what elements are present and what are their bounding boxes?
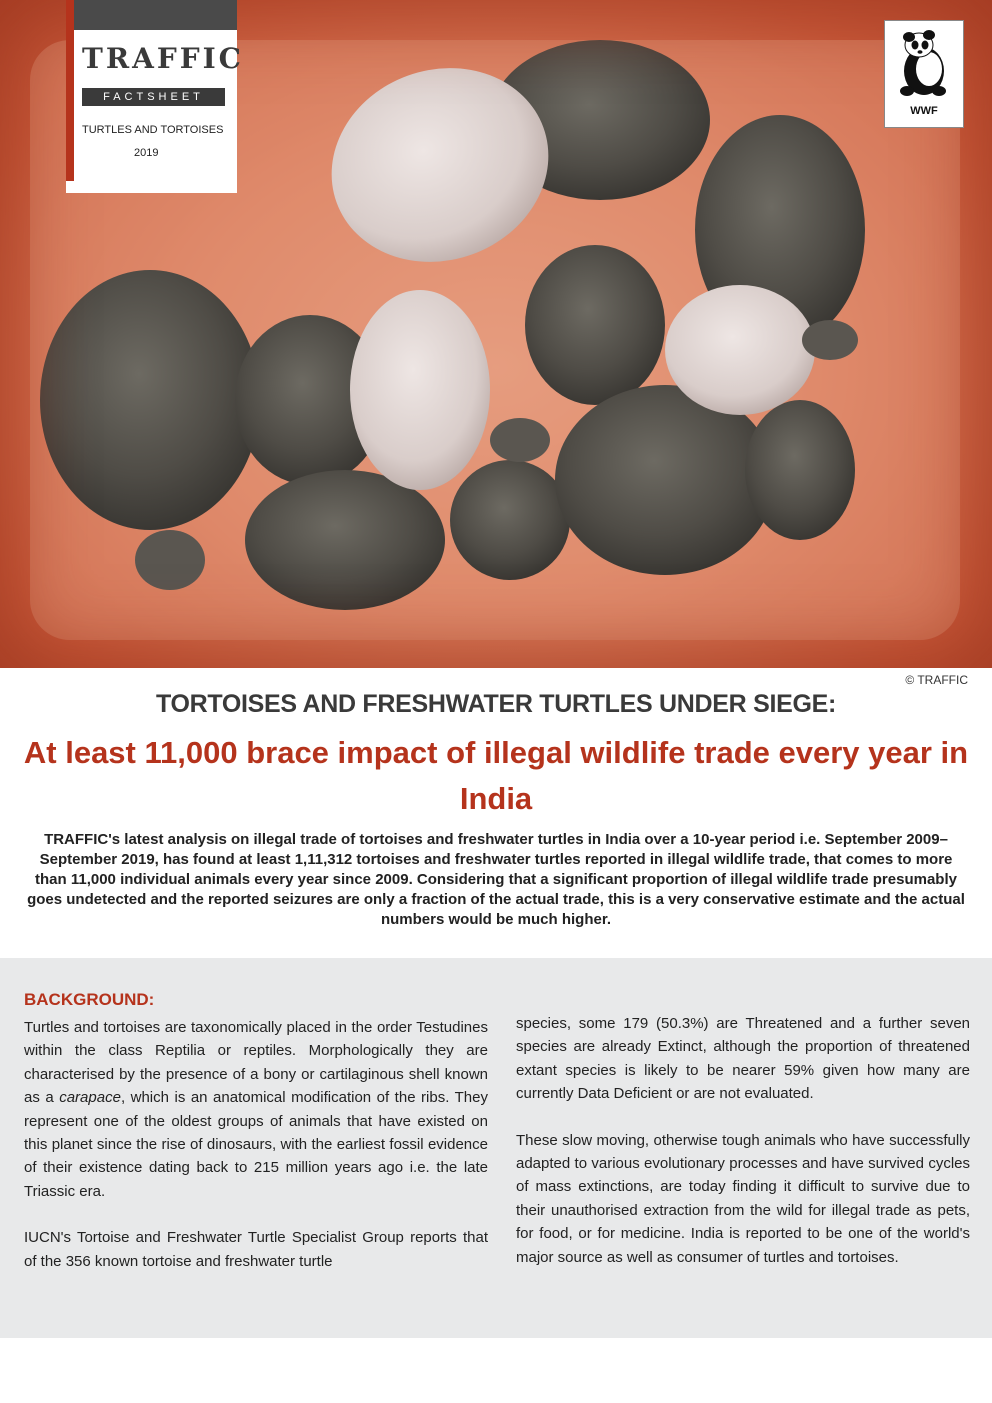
headline: TORTOISES AND FRESHWATER TURTLES UNDER SIEGE: [155,690,837,718]
section-title-background: BACKGROUND: [24,990,155,1009]
background-paragraph-4: These slow moving, otherwise tough animals who have successfully adapted to various evolutionary processes and have survived cycles of mass extinctions, are today finding it difficult to survive due to their unauthorised extraction from the wild for illegal trade as pets, for food, or for medicine. India is reported to be one of the world's major source as well as consumer of turtles and tortoises. [516,1131,970,1266]
background-paragraph-2: IUCN's Tortoise and Freshwater Turtle Specialist Group reports that of the 356 known tortoise and freshwater turtle [24,1229,488,1270]
subheadline: At least 11,000 brace impact of illegal wildlife trade every year in India [23,735,969,816]
masthead-top-band [66,0,237,30]
masthead-accent-bar [66,0,74,181]
paragraph-text: , which is an anatomical modification of the ribs. They represent one of the oldest groups of animals that have existed on this planet since the rise of dinosaurs, with the earliest fossil evidence of their existence dating back to 215 million years ago i.e. the late Triassic era. [24,1089,488,1200]
photo-credit: © TRAFFIC [905,673,968,687]
background-paragraph-1 [24,1016,488,1203]
factsheet-label: FACTSHEET [82,88,225,106]
background-paragraph-3: species, some 179 (50.3%) are Threatened and a further seven species are already Extinct, although the proportion of threatened extant species is likely to be nearer 59% given how many are currently Data Deficient or are not evaluated. [516,1015,970,1103]
paragraph-text: Turtles and tortoises are taxonomically placed in the order Testudines within the class Reptilia or reptiles. Morphologically they are characterised by the presence of a bony or cartilaginous shell known as a [24,1019,488,1107]
wwf-logo [884,20,964,128]
wwf-wordmark: WWF [910,105,938,117]
lead-paragraph: TRAFFIC's latest analysis on illegal trade of tortoises and freshwater turtles in India over a 10-year period i.e. September 2009–September 2019, has found at least 1,11,312 tortoises and freshwater turtles reported in illegal wildlife trade, that comes to more than 11,000 individual animals every year since 2009. Considering that a significant proportion of illegal wildlife trade presumably goes undetected and the reported seizures are only a fraction of the actual trade, this is a very conservative estimate and the actual numbers would be much higher. [27,831,965,928]
background-column-right [516,1012,970,1292]
topic-label: TURTLES AND TORTOISES [82,124,224,136]
carapace-term: carapace [59,1089,121,1107]
traffic-wordmark: TRAFFIC [82,42,244,75]
background-column-left [24,1016,488,1296]
traffic-masthead [66,0,244,193]
year-label: 2019 [134,147,159,159]
panda-icon [885,21,963,105]
